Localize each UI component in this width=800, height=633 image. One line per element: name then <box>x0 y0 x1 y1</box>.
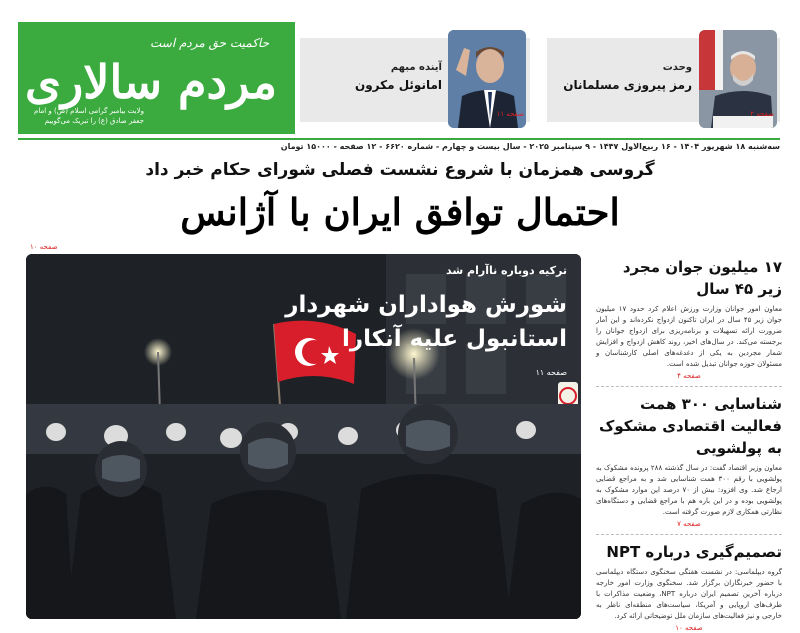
protest-photo-story[interactable] <box>26 254 581 619</box>
side-story-page-ref: صفحه ۴ <box>677 372 701 380</box>
side-story-body: معاون امور جوانان وزارت ورزش اعلام کرد حدود ۱۷ میلیون جوان زیر ۴۵ سال در ایران تاکنون ازدواج نکرده‌اند و این آمار ضرورت ارائه تسهیلات و برنامه‌ریزی برای ازدواج جوانان را برجسته می‌کند. در سال‌های اخیر، روند کاهش ازدواج و افزایش شمار مجردین به یکی از دغدغه‌های اصلی کارشناسان و مسئولان حوزه جوانان تبدیل شده است. <box>596 305 783 368</box>
photo-story-page-ref: صفحه ۱۱ <box>535 368 567 377</box>
dateline: سه‌شنبه ۱۸ شهریور ۱۴۰۴ - ۱۶ ربیع‌الاول ۱۴۴۷ - ۹ سپتامبر ۲۰۲۵ - سال بیست و چهارم - شماره ۶۶۲۰ - ۱۲ صفحه - ۱۵۰۰۰ تومان <box>18 138 780 152</box>
teaser-kicker: وحدت <box>662 62 692 73</box>
side-column <box>596 256 782 633</box>
teaser-headline: امانوئل مکرون <box>354 78 442 92</box>
lead-page-ref: صفحه ۱۰ <box>30 243 58 251</box>
side-story-single-youth[interactable] <box>596 256 782 380</box>
teaser-headline: رمز پیروزی مسلمانان <box>563 78 692 92</box>
side-story-npt[interactable] <box>596 534 782 632</box>
photo-story-kicker: ترکیه دوباره ناآرام شد <box>446 264 567 277</box>
teaser-page-ref: صفحه ۱۱ <box>496 110 524 118</box>
lead-headline[interactable]: احتمال توافق ایران با آژانس <box>180 190 620 234</box>
teaser-page-ref: صفحه ۲ <box>750 110 774 118</box>
side-story-money-laundering[interactable] <box>596 386 782 528</box>
masthead-slogan: حاکمیت حق مردم است <box>150 36 269 50</box>
side-story-body: معاون وزیر اقتصاد گفت: در سال گذشته ۲۸۸ پرونده مشکوک به پولشویی با رقم ۳۰۰ همت شناسایی شد و به مراجع قضایی ارجاع شد. وی افزود: بیش از ۷۰ درصد این موارد مشکوک به پولشویی بوده و در این باره هم با مراجع قضایی و دستگاه‌های نظارتی همکاری لازم صورت گرفته است. <box>596 464 783 516</box>
masthead-founders-note: ولایت بیامبر گرامی اسلام (ص) و امام جعفر صادق (ع) را تبریک می‌گوییم <box>34 107 144 125</box>
teaser-kicker: آینده مبهم <box>390 62 442 73</box>
side-story-page-ref: صفحه ۷ <box>677 520 701 528</box>
photo-story-headline: شورش هواداران شهردار استانبول علیه آنکارا <box>285 292 567 352</box>
side-story-title: ۱۷ میلیون جوان مجرد زیر ۴۵ سال <box>622 258 782 298</box>
teaser-macron[interactable] <box>300 38 530 122</box>
masthead <box>18 22 295 134</box>
side-story-body: گروه دیپلماسی: در نشست هفتگی سخنگوی دستگاه دیپلماسی با حضور خبرنگاران برگزار شد. سخنگوی وزارت امور خارجه درباره آخرین تصمیم ایران درباره NPT، وضعیت مذاکرات با طرف‌های اروپایی و آمریکا، سیاست‌های منطقه‌ای ناظر به خارجی و نیز فعالیت‌های سازمان ملل توضیحاتی ارائه کرد. <box>596 568 782 620</box>
newspaper-logo: مردم سالاری <box>24 55 277 109</box>
side-story-page-ref: صفحه ۱۰ <box>675 624 703 632</box>
side-story-title: تصمیم‌گیری درباره NPT <box>606 543 782 561</box>
side-story-title: شناسایی ۳۰۰ همت فعالیت اقتصادی مشکوک به پولشویی <box>599 395 782 457</box>
lead-overline: گروسی همزمان با شروع نشست فصلی شورای حکام خبر داد <box>145 160 655 180</box>
teaser-pezeshkian[interactable] <box>547 38 780 122</box>
